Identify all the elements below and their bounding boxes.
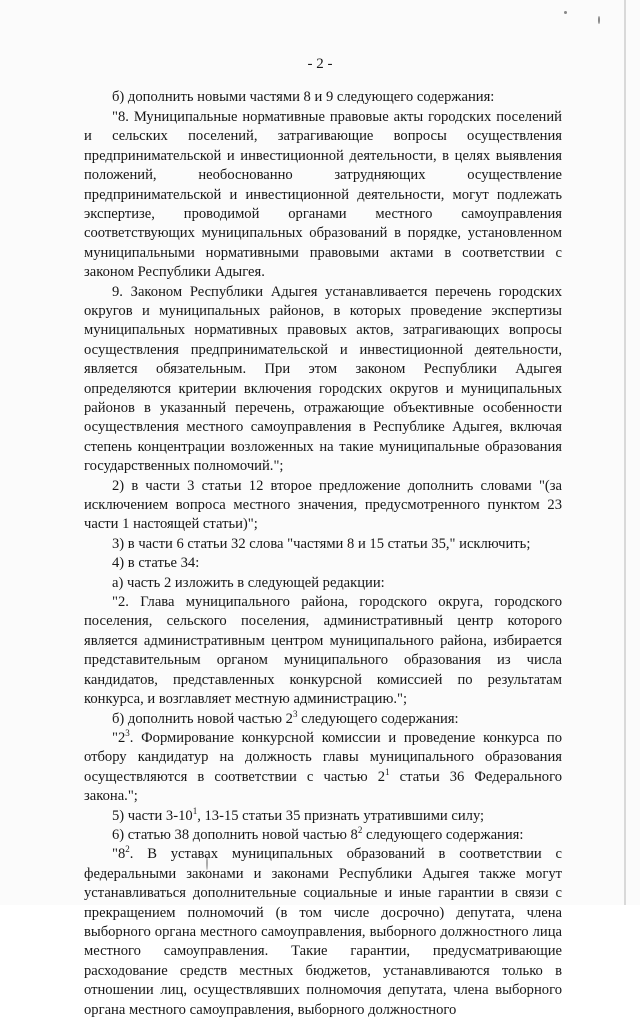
paragraph: 3) в части 6 статьи 32 слова "частями 8 и 15 статьи 35," исключить; — [112, 535, 531, 552]
paragraph: "$2^3$. Формирование конкурсной комиссии и проведение конкурса по отбору кандидатур на должность главы муниципального образования осуществляются в соответствии с частью $2^1$ статьи 36 Федерального закона."; — [84, 727, 562, 805]
paragraph: 5) части $3-10^1$, 13-15 статьи 35 признать утратившими силу; — [112, 805, 485, 824]
paragraph: 6) статью 38 дополнить новой частью $8^2$ следующего содержания: — [112, 824, 524, 843]
document-body — [84, 88, 562, 1020]
paragraph: 2) в части 3 статьи 12 второе предложение дополнить словами "(за исключением вопроса местного значения, предусмотренного пунктом 23 части 1 настоящей статьи)"; — [84, 477, 562, 533]
paragraph: б) дополнить новой частью $2^3$ следующего содержания: — [112, 708, 459, 727]
scan-edge — [624, 0, 626, 905]
paragraph: "$8^2$. В уставах муниципальных образований в соответствии с федеральными законами и законами Республики Адыгея также могут устанавливаться дополнительные социальные и иные гарантии в связи с прекращением полномочий (в том числе досрочно) депутата, члена выборного органа местного самоуправления, выборного должностного лица местного самоуправления. Такие гарантии, предусматривающие расходование средств местных бюджетов, устанавливаются только в отношении лиц, осуществлявших полномочия депутата, члена выборного органа местного самоуправления, выборного должностного — [84, 844, 562, 1018]
paragraph: а) часть 2 изложить в следующей редакции: — [112, 574, 385, 591]
scan-speck — [564, 11, 567, 14]
paragraph: "2. Глава муниципального района, городского округа, городского поселения, сельского поселения, административный центр которого является административным центром муниципального района, избирается представительным органом муниципального образования из числа кандидатов, представленных конкурсной комиссией по результатам конкурса, и возглавляет местную администрацию."; — [84, 594, 562, 708]
paragraph: 4) в статье 34: — [112, 555, 200, 572]
paragraph: 9. Законом Республики Адыгея устанавливается перечень городских округов и муниципальных районов, в которых проведение экспертизы муниципальных нормативных правовых актов, затрагивающих вопросы осуществления предпринимательской и инвестиционной деятельности, является обязательным. При этом законом Республики Адыгея определяются критерии включения городских округов и муниципальных районов в указанный перечень, отражающие объективные особенности осуществления местного самоуправления в Республике Адыгея, включая степень концентрации возложенных на такие муниципальные образования государственных полномочий."; — [84, 283, 562, 475]
scan-speck — [598, 16, 600, 24]
paragraph: "8. Муниципальные нормативные правовые акты городских поселений и сельских поселений, затрагивающие вопросы осуществления предпринимательской и инвестиционной деятельности, в целях выявления положений, необоснованно затрудняющих осуществление предпринимательской и инвестиционной деятельности, могут подлежать экспертизе, проводимой органами местного самоуправления соответствующих муниципальных образований в порядке, установленном муниципальными нормативными правовыми актами в соответствии с законом Республики Адыгея. — [84, 108, 562, 281]
page-number: - 2 - — [307, 56, 333, 72]
paragraph: б) дополнить новыми частями 8 и 9 следующего содержания: — [112, 89, 495, 105]
